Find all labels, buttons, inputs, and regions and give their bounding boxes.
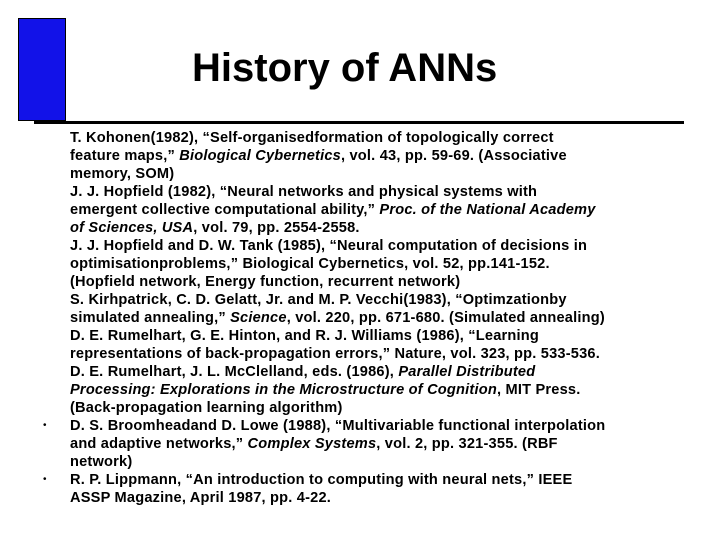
bullet-icon: • (43, 420, 47, 431)
reference-line: D. E. Rumelhart, J. L. McClelland, eds. (1986), Parallel Distributed (70, 364, 536, 380)
reference-line: R. P. Lippmann, “An introduction to computing with neural nets,” IEEE (70, 472, 573, 488)
reference-line: Processing: Explorations in the Microstructure of Cognition, MIT Press. (70, 382, 581, 398)
reference-line: (Hopfield network, Energy function, recurrent network) (70, 274, 461, 290)
reference-line: T. Kohonen(1982), “Self-organisedformation of topologically correct (70, 130, 554, 146)
reference-item (38, 237, 688, 291)
reference-line: (Back-propagation learning algorithm) (70, 400, 343, 416)
reference-line: network) (70, 454, 133, 470)
reference-line: ASSP Magazine, April 1987, pp. 4-22. (70, 490, 332, 506)
reference-line: optimisationproblems,” Biological Cybernetics, vol. 52, pp.141-152. (70, 256, 550, 272)
reference-line: representations of back-propagation errors,” Nature, vol. 323, pp. 533-536. (70, 346, 600, 362)
bullet-icon: • (43, 474, 47, 485)
reference-line: D. S. Broomheadand D. Lowe (1988), “Multivariable functional interpolation (70, 418, 606, 434)
reference-item (38, 327, 688, 363)
italic-text: Processing: Explorations in the Microstructure of Cognition (70, 382, 497, 398)
title-divider (34, 121, 684, 124)
italic-text: Complex Systems (247, 436, 377, 452)
italic-text: Biological Cybernetics (179, 148, 341, 164)
reference-item (38, 417, 688, 471)
reference-item (38, 129, 688, 183)
reference-item (38, 291, 688, 327)
reference-line: J. J. Hopfield (1982), “Neural networks and physical systems with (70, 184, 538, 200)
reference-line: emergent collective computational ability,” Proc. of the National Academy (70, 202, 596, 218)
reference-item (38, 363, 688, 417)
reference-line: of Sciences, USA, vol. 79, pp. 2554-2558. (70, 220, 360, 236)
reference-line: simulated annealing,” Science, vol. 220, pp. 671-680. (Simulated annealing) (70, 310, 605, 326)
accent-bar (18, 18, 66, 121)
reference-item (38, 471, 688, 507)
reference-line: feature maps,” Biological Cybernetics, vol. 43, pp. 59-69. (Associative (70, 148, 567, 164)
italic-text: Proc. of the National Academy (379, 202, 596, 218)
reference-line: and adaptive networks,” Complex Systems, vol. 2, pp. 321-355. (RBF (70, 436, 558, 452)
reference-item (38, 183, 688, 237)
slide-title: History of ANNs (192, 46, 498, 90)
italic-text: Parallel Distributed (398, 364, 536, 380)
reference-line: S. Kirhpatrick, C. D. Gelatt, Jr. and M. P. Vecchi(1983), “Optimzationby (70, 292, 567, 308)
italic-text: Science (230, 310, 287, 326)
reference-list (38, 129, 688, 507)
reference-line: memory, SOM) (70, 166, 175, 182)
reference-line: J. J. Hopfield and D. W. Tank (1985), “Neural computation of decisions in (70, 238, 588, 254)
reference-line: D. E. Rumelhart, G. E. Hinton, and R. J. Williams (1986), “Learning (70, 328, 539, 344)
italic-text: of Sciences, USA (70, 220, 194, 236)
